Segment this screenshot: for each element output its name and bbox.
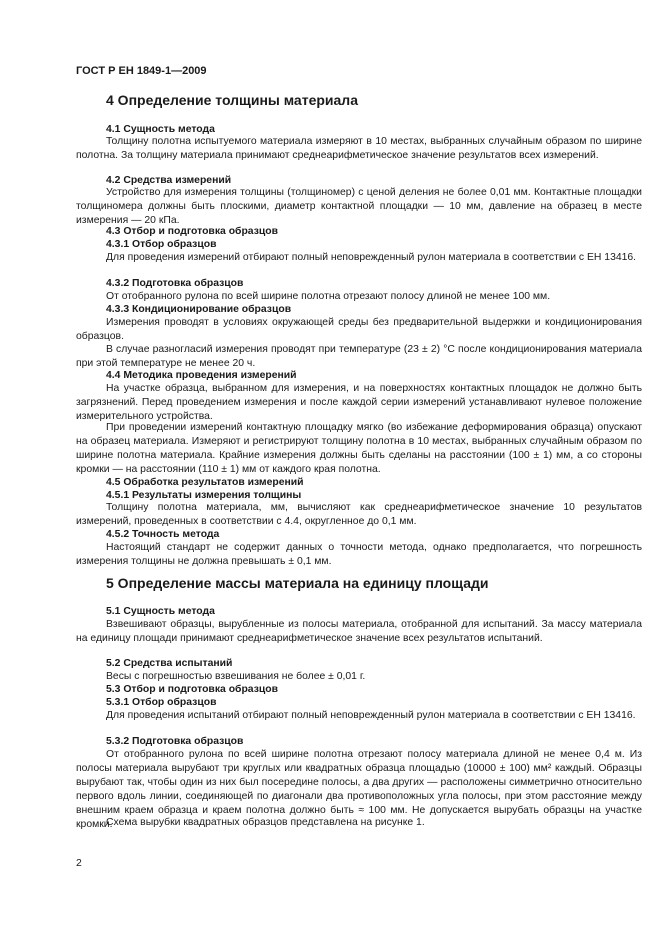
- paragraph-5-2: Весы с погрешностью взвешивания не более ± 0,01 г.: [106, 671, 366, 682]
- section-5-title: 5 Определение массы материала на единицу площади: [106, 575, 489, 591]
- heading-4-3-2: 4.3.2 Подготовка образцов: [106, 278, 244, 289]
- paragraph-5-1: Взвешивают образцы, вырубленные из полосы материала, отобранной для испытаний. За массу материала на единицу площади принимают среднеарифметическое значение всех результатов испытаний.: [76, 619, 642, 644]
- page-number: 2: [76, 858, 82, 869]
- heading-4-3: 4.3 Отбор и подготовка образцов: [106, 226, 278, 237]
- document-header: ГОСТ Р ЕН 1849-1—2009: [76, 65, 207, 77]
- heading-5-1: 5.1 Сущность метода: [106, 606, 215, 617]
- paragraph-4-3-3a: Измерения проводят в условиях окружающей среды без предварительной выдержки и кондиционирования образцов.: [76, 317, 642, 342]
- paragraph-4-4b: При проведении измерений контактную площадку мягко (во избежание деформирования образца) опускают на образец материала. Измеряют и регистрируют толщину полотна в 10 местах, выбранных случайным образом по ширине полотна материала. Крайние измерения должны быть сделаны на расстоянии (100 ± 1) мм, а со стороны кромки — на расстоянии (110 ± 1) мм от каждого края полотна.: [76, 422, 642, 475]
- paragraph-4-3-2: От отобранного рулона по всей ширине полотна отрезают полосу длиной не менее 100 мм.: [106, 291, 551, 302]
- heading-5-3: 5.3 Отбор и подготовка образцов: [106, 684, 278, 695]
- paragraph-5-3-2b: Схема вырубки квадратных образцов представлена на рисунке 1.: [106, 817, 425, 828]
- heading-4-5-1: 4.5.1 Результаты измерения толщины: [106, 490, 302, 501]
- paragraph-5-3-1: Для проведения испытаний отбирают полный неповрежденный рулон материала в соответствии с ЕН 13416.: [106, 710, 636, 721]
- heading-4-3-3: 4.3.3 Кондиционирование образцов: [106, 304, 292, 315]
- paragraph-4-5-2: Настоящий стандарт не содержит данных о точности метода, однако предполагается, что погрешность измерения толщины не должна превышать ± 0,1 мм.: [76, 542, 642, 567]
- paragraph-4-3-1: Для проведения измерений отбирают полный неповрежденный рулон материала в соответствии с ЕН 13416.: [106, 252, 637, 263]
- paragraph-4-1: Толщину полотна испытуемого материала измеряют в 10 местах, выбранных случайным образом по ширине полотна. За толщину материала принимают среднеарифметическое значение результатов всех измерений.: [76, 136, 642, 161]
- heading-4-5-2: 4.5.2 Точность метода: [106, 529, 220, 540]
- paragraph-5-3-2: От отобранного рулона по всей ширине полотна отрезают полосу материала длиной не менее 0,4 м. Из полосы материала вырубают три круглых или квадратных образца площадью (10000 ± 100) мм² каждый. Образцы вырубают так, чтобы один из них был посередине полосы, а два других — расположены симметрично относительно первого вдоль линии, соединяющей по диагонали два противоположных угла полосы, при этом расстояние между внешним краем образца и краем полотна должно быть ≈ 100 мм. Не допускается вырубать образцы на участке кромки.: [76, 749, 642, 830]
- heading-4-4: 4.4 Методика проведения измерений: [106, 370, 297, 381]
- heading-5-3-1: 5.3.1 Отбор образцов: [106, 697, 217, 708]
- heading-4-2: 4.2 Средства измерений: [106, 175, 232, 186]
- heading-5-3-2: 5.3.2 Подготовка образцов: [106, 736, 244, 747]
- heading-5-2: 5.2 Средства испытаний: [106, 658, 233, 669]
- section-4-title: 4 Определение толщины материала: [106, 92, 358, 108]
- paragraph-4-5-1: Толщину полотна материала, мм, вычисляют как среднеарифметическое значение 10 результатов измерений, проведенных в соответствии с 4.4, округленное до 0,1 мм.: [76, 502, 642, 527]
- heading-4-3-1: 4.3.1 Отбор образцов: [106, 239, 217, 250]
- paragraph-4-2: Устройство для измерения толщины (толщиномер) с ценой деления не более 0,01 мм. Контактные площадки толщиномера должны быть плоскими, диаметр контактной площадки — 10 мм, давление на образец в месте измерения — 20 кПа.: [76, 187, 642, 226]
- paragraph-4-4a: На участке образца, выбранном для измерения, и на поверхностях контактных площадок не должно быть загрязнений. Перед проведением измерения и после каждой серии измерений устанавливают нулевое положение измерительного устройства.: [76, 383, 642, 422]
- heading-4-1: 4.1 Сущность метода: [106, 124, 215, 135]
- heading-4-5: 4.5 Обработка результатов измерений: [106, 477, 304, 488]
- paragraph-4-3-3b: В случае разногласий измерения проводят при температуре (23 ± 2) °С после кондиционирования материала при этой температуре не менее 20 ч.: [76, 344, 642, 369]
